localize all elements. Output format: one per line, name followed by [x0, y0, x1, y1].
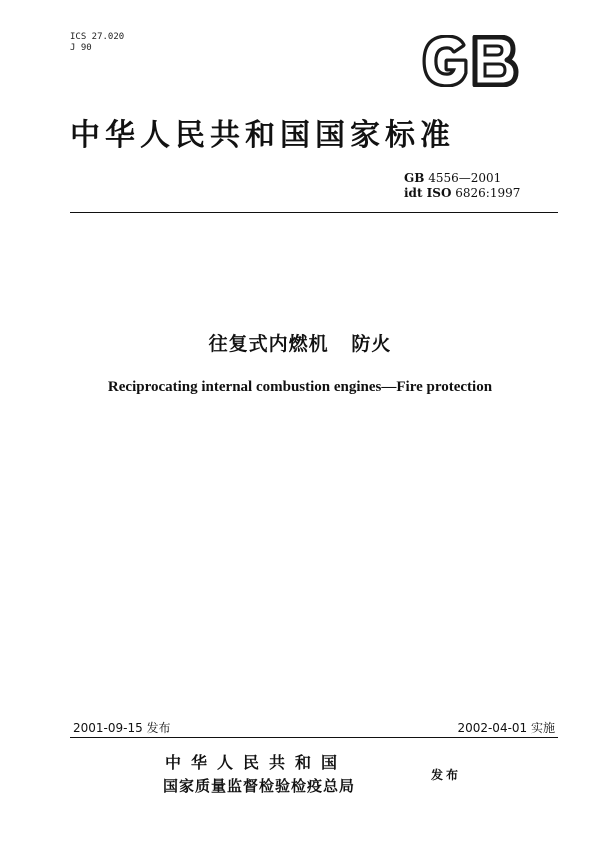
publisher-agency: 国家质量监督检验检疫总局: [163, 777, 356, 795]
national-standard-title: 中华人民共和国国家标准: [70, 118, 455, 153]
publish-label: 发布: [431, 768, 462, 782]
standard-number-block: [404, 171, 520, 201]
footer-divider: [70, 737, 558, 738]
gb-logo: [421, 35, 519, 87]
publisher-block: [163, 750, 355, 796]
document-title-cn: 往复式内燃机 防火: [208, 333, 392, 355]
ics-code: ICS 27.020: [70, 32, 125, 42]
implementation-date: 2002-04-01 实施: [457, 721, 555, 735]
ccs-code: J 90: [70, 43, 92, 53]
issue-date: 2001-09-15 发布: [73, 721, 171, 735]
document-title-en: Reciprocating internal combustion engines—Fire protection: [107, 379, 493, 395]
standard-number: GB 4556—2001: [404, 171, 502, 185]
iso-equivalence: idt ISO 6826:1997: [404, 186, 521, 200]
publisher-country: 中华人民共和国: [165, 753, 348, 772]
classification-codes: [70, 32, 124, 54]
header-divider: [70, 212, 558, 213]
